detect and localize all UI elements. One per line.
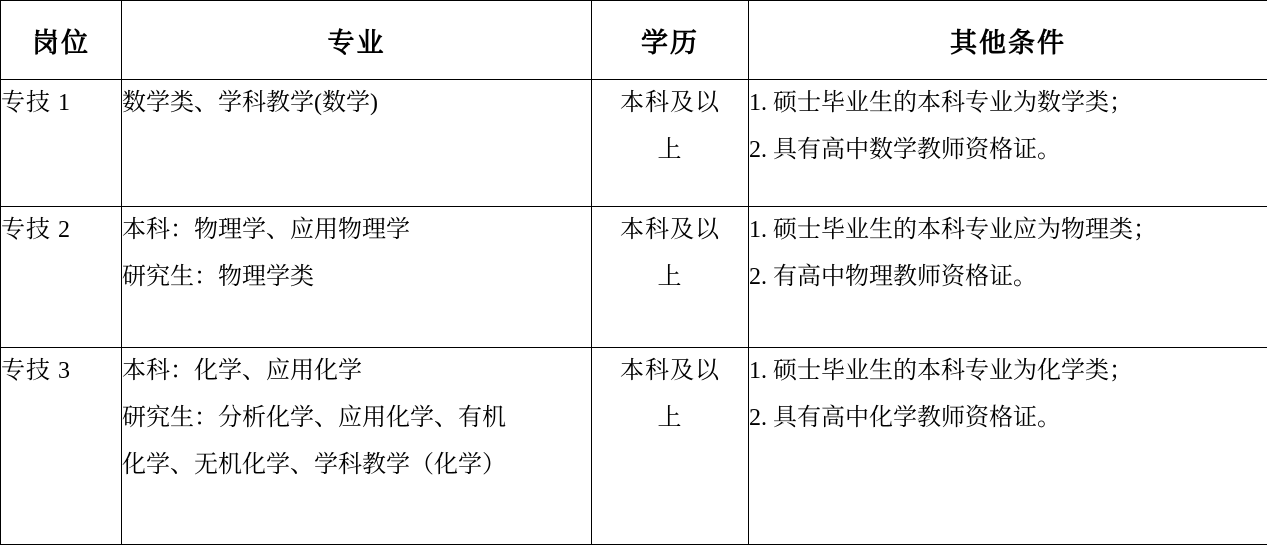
condition-line: 2. 具有高中化学教师资格证。 <box>749 395 1267 442</box>
condition-line: 2. 有高中物理教师资格证。 <box>749 254 1267 301</box>
header-post: 岗位 <box>1 1 122 80</box>
header-education: 学历 <box>592 1 749 80</box>
table-row <box>1 207 1267 348</box>
major-line: 化学、无机化学、学科教学（化学） <box>122 442 591 489</box>
table-header-row <box>1 1 1267 80</box>
table-row <box>1 80 1267 207</box>
condition-line: 1. 硕士毕业生的本科专业为化学类； <box>749 348 1267 395</box>
education-line: 上 <box>592 127 748 174</box>
cell-major <box>122 348 592 545</box>
cell-other-conditions <box>749 80 1267 207</box>
cell-other-conditions <box>749 207 1267 348</box>
cell-post <box>1 80 122 207</box>
education-line: 本科及以 <box>592 348 748 395</box>
condition-line: 1. 硕士毕业生的本科专业应为物理类； <box>749 207 1267 254</box>
education-line: 本科及以 <box>592 80 748 127</box>
cell-major <box>122 207 592 348</box>
condition-line: 1. 硕士毕业生的本科专业为数学类； <box>749 80 1267 127</box>
cell-major <box>122 80 592 207</box>
cell-post <box>1 207 122 348</box>
header-other-conditions: 其他条件 <box>749 1 1267 80</box>
condition-line: 2. 具有高中数学教师资格证。 <box>749 127 1267 174</box>
major-line: 本科：物理学、应用物理学 <box>122 207 591 254</box>
education-line: 上 <box>592 395 748 442</box>
table-row <box>1 348 1267 545</box>
post-label: 专技 2 <box>1 207 121 254</box>
cell-education <box>592 207 749 348</box>
major-line: 本科：化学、应用化学 <box>122 348 591 395</box>
header-major: 专业 <box>122 1 592 80</box>
major-line: 研究生：分析化学、应用化学、有机 <box>122 395 591 442</box>
cell-post <box>1 348 122 545</box>
education-line: 上 <box>592 254 748 301</box>
major-line: 研究生：物理学类 <box>122 254 591 301</box>
major-line: 数学类、学科教学(数学) <box>122 80 591 127</box>
post-label: 专技 3 <box>1 348 121 395</box>
cell-other-conditions <box>749 348 1267 545</box>
cell-education <box>592 80 749 207</box>
cell-education <box>592 348 749 545</box>
post-label: 专技 1 <box>1 80 121 127</box>
education-line: 本科及以 <box>592 207 748 254</box>
